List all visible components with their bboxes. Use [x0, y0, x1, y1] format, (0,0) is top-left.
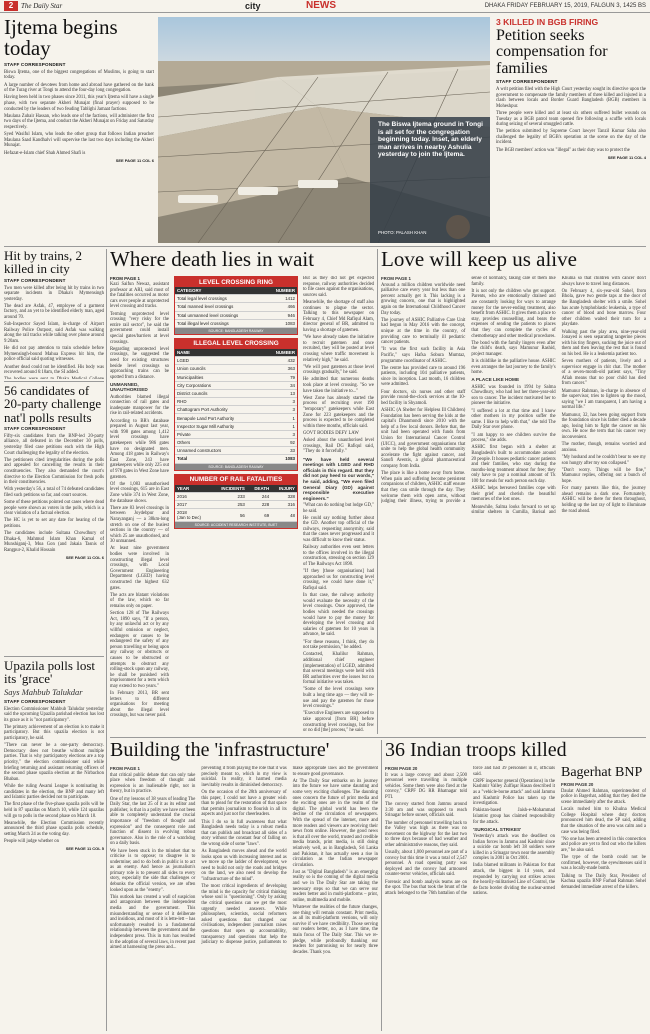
table-cell: 1083: [265, 319, 297, 327]
column-header: CATEGORY: [175, 287, 265, 295]
divider: [106, 249, 107, 1031]
paragraph: One of my lessons of 38 years of leading The Daily Star, the last 25 of it as its editor and publisher, is that in a polity we have not been able to completely understand the crucial importance of "freedom of thought and expression" and the consequent role and function of dissent in evolving robust governance. Also in the role of a watchdog on a daily basis.: [110, 796, 196, 847]
paragraph: Regarding unprotected level crossings, he suggested the need for existing structures beside level crossings so approaching trains can be spotted from a distance.: [110, 346, 169, 380]
upazila-body: [4, 707, 104, 845]
paragraph: Locals rushed him to Khulna Medical College Hospital where duty doctors pronounced him dead, the SP said, adding that the situation of the area was calm and a case was being filed.: [561, 807, 646, 835]
paragraph: "My husband and he couldn't bear to see my son hungry after my son collapsed.": [561, 454, 646, 466]
table-row: [175, 430, 297, 438]
subhead: 'SURGICAL STRIKES': [473, 826, 522, 832]
paragraph: It is not only the children who get support. Parents, who are emotionally drained and are constantly looking for ways to arrange money for the never-ending treatment, also benefit from ASHIC. It gives them a place to stay, provides counselling, and bears the expenses of sending the patients to places that they can complete the cycles of chemotherapy and other medical procedures.: [471, 288, 556, 339]
paragraph: "There can never be a one-party democracy. Democracy does not breathe without multiple parties. That is why participatory elections are a top priority," the election commissioner said while briefing returning and assistant returning officers of the second phase upazila election at the Nirbachon Bhaban.: [4, 743, 104, 782]
level-crossing-title: LEVEL CROSSING RING: [175, 277, 297, 287]
paragraph: On the occasion of the 28th anniversary of this paper, I could not have a greater wish than to plead for the restoration of that space that permits journalism to flourish in all its aspects and just not for cheerleaders.: [201, 789, 287, 818]
paragraph: "No one has been arrested in this connection and police are yet to find out who the killers are," he also said.: [561, 836, 646, 853]
table-row: [175, 357, 297, 365]
love-headline[interactable]: Love will keep us alive: [381, 249, 577, 271]
paragraph: Contacted, Khalilur Rahman, additional chief engineer (implementation) of LGED, admitted that several meetings were held with BR authorities over the issues but no formal initiative was taken.: [303, 652, 374, 686]
table-cell: 48: [271, 509, 297, 522]
level-crossing-table: [175, 287, 297, 328]
bgb-kicker: 3 KILLED IN BGB FIRING: [496, 17, 599, 27]
table-row: [175, 373, 297, 381]
paragraph: Another dead could not be identified. His body was recovered around 6:10am, the SI added.: [4, 364, 104, 376]
paragraph: People will judge whether on: [4, 839, 59, 845]
love-dateline: FROM PAGE 1: [381, 276, 411, 281]
section-left: city: [245, 1, 261, 11]
upazila-byline: STAFF CORRESPONDENT: [4, 698, 66, 704]
paragraph: The petitioners cited irregularities during the polls and appealed for cancelling the results in their constituencies. They also demanded the court's directive to the Election Commission for fresh polls in their constituencies.: [4, 457, 104, 486]
table-cell: 2017: [175, 500, 211, 508]
paragraph: Of the 1,083 unauthorised level crossings, 615 are in East Zone while 374 in West Zone, the database shows.: [110, 481, 169, 504]
paragraph: "For these reasons, I think, they do not take permission," he added.: [303, 639, 374, 651]
challenge-see-page[interactable]: SEE PAGE 11 COL 6: [65, 555, 104, 561]
table-row: [175, 319, 297, 327]
table-cell: 79: [263, 373, 297, 381]
table-cell: 946: [265, 311, 297, 319]
table-cell: 92: [263, 439, 297, 447]
table-row: [175, 414, 297, 422]
paragraph: The BGB members' action was "illegal" as their duty was to protect the: [496, 147, 630, 153]
table-cell: 34: [263, 381, 297, 389]
paragraph: He could say nothing further about the GD. Another top official of the railways, requesting anonymity, said that the cases never progressed and it was difficult to know their status.: [303, 515, 374, 544]
paragraph: A writ petition filed with the High Court yesterday sought its directive upon the government to compensate the family members of three killed and injured in a clash between locals and Border Guard Bangladesh (BGB) members in Moheshpur.: [496, 86, 646, 109]
troops-dateline: FROM PAGE 20: [385, 766, 418, 771]
table-row-total: [175, 455, 297, 463]
paragraph: The dead are Asfak, 47, employee of a garment factory, and an yet to be identified elderly man, aged around 70.: [4, 303, 104, 321]
infrastructure-headline[interactable]: Building the 'infrastructure': [110, 740, 330, 761]
column-header: NUMBER: [263, 349, 297, 357]
paragraph: Four doctors, six nurses and other staff provide round-the-clock services at the 10-bed facility in Shyamoli.: [381, 389, 466, 406]
column-header: INCIDENTS: [211, 485, 247, 493]
paragraph: Syed Wasiful Islam, who leads the other group that follows Indian preacher Maulana Saad Kandhalvi will supervise the last two days including the Akheri Munajat.: [4, 132, 154, 149]
column-header: DEATH: [247, 485, 271, 493]
paragraph: Hefazat-e-Islam chief Shah Ahmed Shafi is: [4, 150, 86, 156]
paragraph: Mamunur, 32, has been going support from the foundation since his father died a decade ago, losing him to fight the cancer on his own. He now the term that his cancer very inconvenient.: [561, 412, 646, 440]
table-cell: 56: [211, 509, 247, 522]
section-center: NEWS: [306, 0, 336, 11]
table-row: [175, 303, 297, 311]
paragraph: Authorities blamed illegal connection of rail gates and inadequate manpower for the rise in rail-related accidents.: [110, 394, 169, 417]
table-cell: 3: [263, 406, 297, 414]
paragraph: Meanwhile, Salma looks forward to set up similar shelters in Cumilla, Barisal and Khulna so that children with cancer don't always have to travel long distances.: [471, 276, 646, 516]
paragraph: "Some of the level crossings were built a long time ago — they will re-use and pay the gatemen for those level crossings.": [303, 687, 374, 710]
paragraph: There are 83 level crossings in between Joydebpur and Narayanganj — a 38km-long stretch on one of the busiest sections in the country — of which 25 are unauthorised, and 30 unmanned.: [110, 505, 169, 545]
paragraph: He did not pay attention to train schedule before Mymensingh-bound Mahua Express hit him, the police official said quoting witnesses.: [4, 346, 104, 363]
paragraph: The bond with the family lingers even after the child's death, says Mamunur Rashid, project manager.: [471, 340, 556, 357]
paragraph: As Bangladesh moves ahead and the world looks upon us with increasing interest and as we move up the ladder of development, we need to build not only the roads and bridges on the land, we also need to develop the "infrastructure of the mind".: [201, 849, 287, 883]
paragraph: Yesterday's attack was the deadliest on Indian forces in Jammu and Kashmir since a suicide car bomb left 38 soldiers were killed in a Srinagar town near the assembly complex in 2001 in Oct 2001.: [473, 833, 555, 862]
table-cell: 33: [263, 447, 297, 455]
death-lies-col-3: [303, 276, 374, 734]
divider: [377, 249, 378, 734]
paragraph: Talking to The Daily Star, President of Kachua upazila BNP Farhad Rahman Sohel demanded immediate arrest of the killers.: [561, 873, 646, 890]
love-story: [381, 249, 646, 734]
fatalities-box: [174, 474, 298, 530]
bagerhat-story: [561, 766, 646, 1031]
paragraph: The HC is yet to set any date for hearing of the petitions.: [4, 518, 104, 530]
table-cell: 3: [263, 398, 297, 406]
paragraph: He admitted that numerous deaths took place at level crossing. "So we have taken the initiative to...": [303, 377, 374, 394]
table-header: [175, 287, 297, 295]
paragraph: The journey of ASHIC Palliative Care Unit had begun in May 2016 with the concept, unique at the time in the country, of providing care to terminally ill pediatric cancer patients.: [381, 317, 466, 346]
paragraph: With yesterday's 56, a total of 74 defeated candidates filed such petitions so far, and court sources.: [4, 487, 104, 498]
table-cell: Private: [175, 430, 263, 438]
paragraph: Daulat Ahmed Rahman, superintendent of police in Bagerhat, adding that they died the scene immediately after the attack.: [561, 788, 646, 806]
paragraph: The primary achievement of an election is to make it participatory. But this upazila election is not participatory, he said.: [4, 724, 104, 742]
ijtema-headline[interactable]: Ijtema begins today: [4, 17, 118, 61]
table-row: [175, 365, 297, 373]
paragraph: CRPF inspector general (Operations) in the Kashmir Valley Zulfiqar Hasan described it as a "vehicle-borne attack" and said Jammu and Kashmir Police has taken up the investigation.: [473, 778, 555, 807]
fatalities-source: SOURCE: ACCIDENT RESEARCH INSTITUTE, BUET: [175, 522, 297, 528]
paragraph: Section 128 of The Railways Act, 1890 says, "If a person, by any unlawful act or by any willful omission or neglect, endangers or causes to be endangered the safety of any person travelling or being upon any railway or obstructs or causes to be obstructed or attempts to obstruct any rolling-stock upon any railway, he shall be punished with imprisonment for a term which may extend to two years.": [110, 611, 169, 689]
paragraph: But as they did not get expected response, railway authorities decided to file cases against the organisations, sources said.: [303, 276, 374, 298]
photo-credit: PHOTO: PALASH KHAN: [378, 230, 427, 235]
paragraph: Fifty-six candidates from the BNP-led 20-party alliance, all defeated in the December 30 polls, yesterday filed case petitions each with the High Court challenging the legality of the election.: [4, 433, 104, 456]
paragraph: "Executive Engineers are supposed to take approval [from BR] before constructing level crossings, but few or no did [the] process," he said.: [303, 711, 374, 734]
death-lies-headline[interactable]: Where death lies in wait: [110, 249, 315, 271]
level-crossing-source: SOURCE: BANGLADESH RAILWAY: [175, 328, 297, 334]
paragraph: For many parents like this, the journey ahead remains a dark one. Fortunately, ASHIC will be there for them throughout, holding up the last ray of light to illuminate the road ahead.: [561, 486, 646, 514]
ijtema-story: [4, 17, 154, 243]
table-cell: Total legal level crossings: [175, 295, 265, 303]
masthead-dateline: DHAKA FRIDAY FEBRUARY 15, 2019, FALGUN 3, 1425 BS: [484, 3, 646, 9]
challenge-headline[interactable]: 56 candidates of 20-party challenge nat'l polls results: [4, 384, 102, 425]
bgb-headline[interactable]: Petition seeks compensation for families: [496, 27, 608, 77]
paragraph: The petition submitted by Supreme Court lawyer Tanzil Kumar Saha also challenged the legality of BGB's operation at the scene on the day of the incident.: [496, 129, 646, 146]
paragraph: At The Daily Star embarks on its journey into the future we have some daunting and some very exciting challenges. The daunting ones concern the future of print media and the exciting ones are in the realm of the digital. The global world has been the decline of the circulation of newspapers. With the spread of the internet, more and more readers and viewers are receiving their news from online. However, the good news is that all over the world, trusted and credible media brands, print media, is still doing relatively well, as in Bangladesh, Sri Lanka and Pakistan, it has actually seen a rise in circulation as the Indian newspaper circulation.: [292, 778, 378, 868]
table-cell: 432: [263, 357, 297, 365]
paragraph: Meanwhile, the shortage of staff also continues to plague the sector. Talking to this newspaper on February 4, Chief Md Rafiqul Alam, director general of BR, admitted to having a shortage of gatemen.: [303, 299, 374, 333]
death-lies-dateline: FROM PAGE 1: [110, 276, 140, 281]
illegal-crossing-title: ILLEGAL LEVEL CROSSING: [175, 339, 297, 349]
table-cell: District councils: [175, 389, 263, 397]
paragraph: West Zone has already started the process of recruiting over 190 "temporary" gatekeepers while East Zone for 223 gatekeepers and the process is expected to be completed within three months, officials said.: [303, 395, 374, 429]
table-row: [175, 439, 297, 447]
infrastructure-story: [110, 740, 378, 1031]
table-row: [175, 447, 297, 455]
table-cell: Benapole Land Port Authority: [175, 414, 263, 422]
table-cell: 1412: [265, 295, 297, 303]
table-cell: Municipalities: [175, 373, 263, 381]
paragraph: The convoy started from Jammu around 3:30 am and was supposed to reach Srinagar before sunset, officials said.: [385, 802, 467, 819]
paragraph: The centre has provided care to around 196 patients, including 104 palliative patients, since its inception. Last month, 16 children were admitted.: [381, 365, 466, 388]
column-header: NAME: [175, 349, 263, 357]
table-cell: 316: [271, 500, 297, 508]
table-header: [175, 349, 297, 357]
table-cell: 1: [263, 422, 297, 430]
table-cell: 233: [211, 492, 247, 500]
paragraph: Kazi Saifun Newaz, assistant professor at ARI, said most of the fatalities occurred as motor cars over people at unprotected level crossing and tracks.: [110, 282, 169, 310]
paragraph: preventing it from playing the role that it was precisely meant to, which in my view is suicidal. In reality, it harmed media inevitably results in diminished democracy.: [201, 766, 287, 788]
table-cell: 2016: [175, 492, 211, 500]
table-cell: Total manned level crossings: [175, 303, 265, 311]
level-crossing-box: [174, 276, 298, 335]
bagerhat-dateline: FROM PAGE 20: [561, 782, 594, 788]
paragraph: that critical public debate that can only take place when freedom of thought and expression is an inalienable right, not in theory, but in practice.: [110, 772, 196, 795]
death-lies-columns: [110, 276, 374, 734]
paragraph: "I suffered a lot at that time and I know other mothers in my position suffer the same. I like to help with that," she told The Daily Star over phone.: [471, 408, 556, 431]
paragraph: India blamed militants in Pakistan for that attack, the biggest in 14 years, and responded by carrying out strikes across the heavily-militarised Line of Control, the de facto border dividing the nuclear-armed nations.: [473, 863, 555, 897]
paragraph: Some of these petitions pointed out cases where dead people were shown as voters in the polls, which is a clear violation of a factual election.: [4, 500, 104, 517]
table-cell: Inspector Sugar Mill Authority: [175, 422, 263, 430]
table-row: [175, 509, 297, 522]
paragraph: Just as "Digital Bangladesh" is an emerging reality so is the coming of the digital media and we in The Daily Star are taking the necessary steps so that we can serve our readers better and in multi-platforms – print, online, multimedia and mobile.: [292, 869, 378, 903]
info-boxes: [174, 276, 298, 734]
paragraph: According to BR's database prepared in August last year, with 998 gates among 1,412 level crossings have gatekeepers while 986 gates have no designated men. Among 418 gates in Railway's East Zone, 243 have gatekeepers while only 225 out of 978 gates in West Zone have gatemen.: [110, 418, 169, 480]
paragraph: While the ruling Awami League is nominating its candidates in the election, the BNP and many left and Islamic parties decided not to participate.: [4, 784, 104, 801]
table-cell: 3: [263, 430, 297, 438]
paper-name: The Daily Star: [21, 2, 63, 10]
divider: [381, 740, 382, 1031]
paragraph: The mother, though, remains worried and anxious.: [561, 442, 646, 453]
table-cell: Union councils: [175, 365, 263, 373]
masthead-bar: [0, 0, 650, 13]
paragraph: ASHIC (A Shelter for Helpless Ill Children) Foundation has been serving the kids at the capital's Dhanmondi since 2010 with the help of a few local donors. Before that, the unit had been operated with funds from Union for International Cancer Control (UICC), and government organisations that unite to help the global health community accelerate the fight against cancer, and Sanofi Aventis, a global pharmaceutical company from India.: [381, 408, 466, 469]
paragraph: ASHIC was founded in 1994 by Salma Chowdhury, who had lost her three-year-old son to cancer. The incident motivated her to pioneer the initiative.: [471, 384, 556, 407]
bgb-body: [496, 87, 646, 153]
column-header: YEAR: [175, 485, 211, 493]
table-cell: Others: [175, 439, 263, 447]
left-column: [4, 249, 104, 1031]
paragraph: On February 4, six-year-old Sohel, from Bhola, gave two gentle taps at the door of the Bangladesh shelter with a smile. Sohel has acute lymphoblastic leukemia, a type of cancer of blood and bone marrow. Four other children waited their turn for a playdate.: [561, 288, 646, 328]
paragraph: Election Commissioner Mahbub Talukdar yesterday said the upcoming Upazila parishad election has lost its grace as it is "not participatory".: [4, 706, 104, 723]
divider: [4, 656, 104, 657]
table-cell: Total unmanned level crossings: [175, 311, 265, 319]
table-cell: City Corporations: [175, 381, 263, 389]
table-cell: 1083: [263, 455, 297, 463]
death-lies-col-1: [110, 276, 169, 734]
love-body: [381, 276, 646, 734]
illegal-crossing-source: SOURCE: BANGLADESH RAILWAY: [175, 464, 297, 470]
paragraph: Maulana Zubair Hassan, who leads one of the factions, will administer the first two days of the Ijtema, and conduct the Akheri Munajat on Friday and Saturday respectively.: [4, 113, 154, 130]
table-cell: 13: [263, 389, 297, 397]
bagerhat-headline[interactable]: Bagerhat BNP: [561, 766, 643, 780]
paragraph: Three people were killed and at least six others suffered bullet wounds on Tuesday as a BGB patrol team opened fire following a scuffle with locals during seizing of several smuggled cattle.: [496, 110, 646, 128]
table-row: [175, 389, 297, 397]
paragraph: ASHIC helps bereaved families cope with their grief and cherish the beautiful memories of the lost ones.: [471, 486, 556, 503]
table-header: [175, 485, 297, 493]
infrastructure-dateline: FROM PAGE 1: [110, 766, 140, 771]
upazila-headline[interactable]: Upazila polls lost its 'grace': [4, 659, 95, 687]
bgb-story: [496, 17, 646, 243]
paragraph: Walking past the play area, nine-year-old Jonayed is seen separating tangerine pieces with his tiny fingers, sucking the juice out of them and then leaving the rest that is found on his bed. He is a leukemia patient too.: [561, 329, 646, 357]
paragraph: We have been stuck in the mindset that to criticise is to oppose; to disagree is to undermine; and to do both in public is to act as an enemy. And hence as journalism's primary role is to present all sides to every story, especially the side that challenges or debunks the official version, we are often looked upon as the "enemy".: [110, 848, 196, 893]
paragraph: Asked about the unauthorised level crossings, Rail DG Rafiqul said, "They do it forcefully.": [303, 438, 374, 455]
paragraph: Terming unprotected level crossing "very risky for the entire rail sector", he said the government could install special gates/barriers at level crossings.: [110, 311, 169, 345]
paragraph: Whatever the realities of the future changes, one thing will remain constant. Print media, as all its multi-platform versions, will only survive if we have credibility. Those serving our readers better, no, as I have time, the main focus of The Daily Star. This we re-pledge, while profoundly thanking our readers for patronising us for nearly three decades. Thank you.: [292, 905, 378, 955]
ijtema-byline: STAFF CORRESPONDENT: [4, 61, 66, 67]
paragraph: "We will post gatemen at those level crossings gradually," he said.: [303, 364, 374, 376]
table-cell: Total illegal level crossings: [175, 319, 265, 327]
paragraph: Biswa Ijtema, one of the biggest congregations of Muslims, is going to start today.: [4, 69, 154, 81]
paragraph: ASHIC first began with a shelter at Bangladesh's built to accommodate around 20 people. It houses pediatric cancer patients and their families, who stay during the months-long treatment almost for free; they only have to pay a nominal amount of Tk 100 for meals for each person each day.: [471, 445, 556, 484]
table-cell: LGED: [175, 357, 263, 365]
paragraph: Having been held in two phases since 2011, this year's Ijtema will have a single phase, with two separate Akheri Munajat (final prayer) supposed to be conducted by the leaders of two feuding Tablighi Jamaat factions.: [4, 95, 154, 112]
infrastructure-body: [110, 766, 378, 1031]
death-lies-body-1: [110, 282, 169, 719]
table-cell: Unnamed constructors: [175, 447, 263, 455]
table-row: [175, 422, 297, 430]
paragraph: The acts are blatant violations of the law, which so far remains only on paper.: [110, 592, 169, 609]
table-cell: 328: [271, 492, 297, 500]
paragraph: "It was the first such facility in Asia Pacific," says Hafsa Sobura Mumtaz, programme coordinator of ASHIC.: [381, 347, 466, 364]
trains-byline: STAFF CORRESPONDENT: [4, 277, 66, 283]
trains-headline[interactable]: Hit by trains, 2 killed in city: [4, 249, 82, 277]
table-row: [175, 492, 297, 500]
subhead: A PLACE LIKE HOME: [471, 377, 520, 383]
paragraph: This outlook has created a wall of suspicion and antagonism between the independent media and the government. This misunderstanding or sense of it deliberate and insidious, and most of it is lette-lett – has unfortunately resulted in a fundamental relationship between the government and the independent press. This in turn has resulted in the adoption of several laws, in recent past aimed at harnessing the press and...: [110, 894, 196, 951]
paragraph: Mamunur Rahman, in-charge in absence of the supervisor, tries to lighten up the mood, saying "we I am transparent, I am having a normal life.": [561, 388, 646, 411]
bgb-byline: STAFF CORRESPONDENT: [496, 78, 558, 84]
table-row: [175, 381, 297, 389]
challenge-body: [4, 434, 104, 554]
paragraph: Pakistan-based Jaish-e-Mohammad Islamist group has claimed responsibility for the attack.: [473, 808, 555, 825]
paragraph: This I do so in full awareness that what Bangladesh needs today is a robust media that can publish and broadcast all sides of a story without the constant fear of falling on the wrong side of some "laws".: [201, 819, 287, 847]
table-cell: 2018 (Jan to Dec): [175, 509, 211, 522]
table-cell: 69: [247, 509, 271, 522]
bgb-see-page[interactable]: SEE PAGE 11 COL 4: [607, 154, 646, 160]
table-cell: 253: [211, 500, 247, 508]
paragraph: Sub-Inspector Sayed Islam, in-charge of Airport Railway Police Outpost, said Asfak was walking along the rail tracks while talking over phone around 9:20am.: [4, 322, 104, 345]
table-row: [175, 311, 297, 319]
death-lies-body-3: [303, 276, 374, 734]
paragraph: It is childlike in the palliative house. ASHIC even arranges the last journey to the family's home.: [471, 359, 556, 376]
paragraph: In that case, the railway authority would evaluate the necessity of the level crossings. Once approved, the bodies which needed the crossings would have to pay the money for developing the level crossing and salaries of gatemen for 10 years in advance, he said.: [303, 593, 374, 638]
paragraph: Around a million children worldwide need palliative care every year but less than one percent actually get it. This lacking is a growing concern, one that is highlighted again on the International Childhood Cancer Day today.: [381, 282, 466, 316]
table-cell: Total: [175, 455, 263, 463]
ijtema-body: [4, 70, 154, 156]
page-number: 2: [4, 1, 18, 11]
paragraph: The place is like a home away from home. When pain and suffering become persistent companions of children, ASHIC staff ensure that they can smile through the day. They welcome them with open arms, without judging their illness, trying to provide a sense of normalcy, taking care of them like family.: [381, 276, 556, 505]
paragraph: The first phase of the five-phase upazila polls will be held in 87 upazilas on March 10, while 124 upazilas will go to polls in the second phase on March 18.: [4, 802, 104, 819]
table-row: [175, 406, 297, 414]
paragraph: It was a large convoy and about 2,500 personnel were travelling in multiple vehicles. Some them were also fired at the convoy," CRPF DG RR Bhatnagar told PTI.: [385, 772, 467, 800]
table-cell: 363: [263, 365, 297, 373]
paragraph: The type of the bomb could not be confirmed, however, the eyewitnesses said it was a locally-made bomb.: [561, 855, 646, 872]
troops-story: [385, 740, 646, 1031]
paragraph: "Don't worry. Things will be fine," Mamunur replies, offering out a bunch of hope.: [561, 467, 646, 484]
divider: [4, 381, 104, 382]
column-header: INJURY: [271, 485, 297, 493]
paragraph: In February 2013, BR sent letters to different organisations for meeting about the illegal level crossings, but was never paid.: [110, 691, 169, 719]
trains-story: [4, 249, 104, 379]
paragraph: "If they [those organisations] had approached us for constructing level crossing, we could have done it," Rafiqul said.: [303, 569, 374, 591]
death-lies-story: [110, 249, 374, 734]
paragraph: At least nine government bodies were involved in constructing illegal level crossings, with Local Government Engineering Department (LGED) having constructed the highest 632 gates.: [110, 546, 169, 591]
paragraph: "I am happy to see children survive the process," she adds.: [471, 432, 556, 444]
fatalities-table: [175, 485, 297, 523]
challenge-story: [4, 384, 104, 654]
troops-headline[interactable]: 36 Indian troops killed: [385, 740, 567, 761]
table-cell: RHD: [175, 398, 263, 406]
paragraph: GOVT BODIES DEFY LAW: [303, 431, 359, 436]
paragraph: The number of personnel travelling back to the Valley was high as there was no movement on the highway for the last two to three days because of bad weather and other administrative reasons, they said.: [385, 820, 467, 848]
illegal-crossing-box: [174, 338, 298, 471]
troops-body-wrap: [385, 766, 555, 1031]
paragraph: Railway authorities even sent letters to the offices involved in the illegal construction, stressing on section 129 of The Railways Act 1890.: [303, 545, 374, 568]
paragraph: A large number of devotees from home and abroad have gathered on the bank of the Turag river at Tongi to attend the four-day long congregation.: [4, 82, 154, 94]
ijtema-photo: [158, 17, 490, 243]
paragraph: Two men were killed after being hit by trains in two separate incidents in Dhaka's Mymensingh yesterday.: [4, 285, 104, 302]
table-cell: 228: [247, 500, 271, 508]
photo-caption: The Biswa Ijtema ground in Tongi is all set for the congregation beginning today. Inset, an elderly man arrives in nearby Ashulia yesterday to join the Ijtema.: [378, 121, 484, 159]
table-cell: 1: [263, 414, 297, 422]
ijtema-see-page[interactable]: SEE PAGE 11 COL 6: [115, 157, 154, 163]
paragraph: "What can do nothing but lodge GD," he said.: [303, 502, 374, 514]
table-row: [175, 398, 297, 406]
subhead: "We have held several meetings with LGED and RHD officials in this regard. But they did not pay heed to our words," he said, adding, "We even filed General Diary (GD) against responsible executive engineers.": [303, 456, 374, 501]
upazila-story: [4, 659, 104, 1027]
illegal-crossing-table: [175, 349, 297, 464]
paragraph: Usually, about 1,000 personnel are part of a convoy but this time it was a total of 2,547 personnel. A road opening party was deployed and the convoy had armoured counter-terror vehicles, officials said.: [385, 850, 467, 878]
table-cell: Chattogram Port Authority: [175, 406, 263, 414]
fatalities-title: NUMBER OF RAIL FATALITIES: [175, 475, 297, 485]
challenge-byline: STAFF CORRESPONDENT: [4, 425, 66, 431]
paragraph: Forensic and bomb analysis teams are on the spot. The bus that took the brunt of the attack belonged to the 76th battalion of the force and had 39 personnel in it, officials said.: [385, 766, 555, 896]
divider: [110, 737, 646, 738]
upazila-see-page[interactable]: SEE PAGE 11 COL 5: [65, 846, 104, 852]
subhead: UNMANNED, UNAUTHORISED: [110, 381, 148, 393]
paragraph: "We have already taken the initiative to recruit gatemen and once recruited, they will be posted at level crossing where traffic movement is relatively high," he said.: [303, 335, 374, 363]
divider: [4, 246, 646, 247]
table-cell: 244: [247, 492, 271, 500]
troops-body: [385, 766, 555, 1031]
table-row: [175, 500, 297, 508]
upazila-subhead: Says Mahbub Talukdar: [4, 686, 83, 697]
paragraph: The most critical ingredients of developing the mind is the capacity for critical thinking whose soul is "questioning". Only by asking the critical questions can we get the most urgently needed answers. While philosophers, scientists, social reformers asked questions that changed our civilisations, independent journalism raises questions that open up accountability, transparency and questions that help the judiciary to dispense justice, parliaments to make appropriate laws and the government to ensure good governance.: [201, 766, 378, 946]
paragraph: Meanwhile, the Election Commission recently announced the third phase upazila polls schedule, setting March 24 as the voting day.: [4, 820, 104, 837]
paragraph: The candidates include Sultana Chowdhury of Dhaka-6, Mahmud Islam Khan Kamal of Munshiganj-3, Moa Gon (and Jakaia Tasnis of Rangpur-2, Khalid Hossain: [4, 531, 104, 553]
table-cell: 466: [265, 303, 297, 311]
column-header: NUMBER: [265, 287, 297, 295]
bagerhat-body: [561, 782, 646, 890]
paragraph: Seven mothers of patients, lively and a supervisor engage in chit chat. The mother of a seven-month-old patient says, "Tiny Afiah means that no poor child has died from cancer.": [561, 359, 646, 387]
paragraph: [4, 377, 104, 379]
trains-body: [4, 286, 104, 380]
table-row: [175, 295, 297, 303]
